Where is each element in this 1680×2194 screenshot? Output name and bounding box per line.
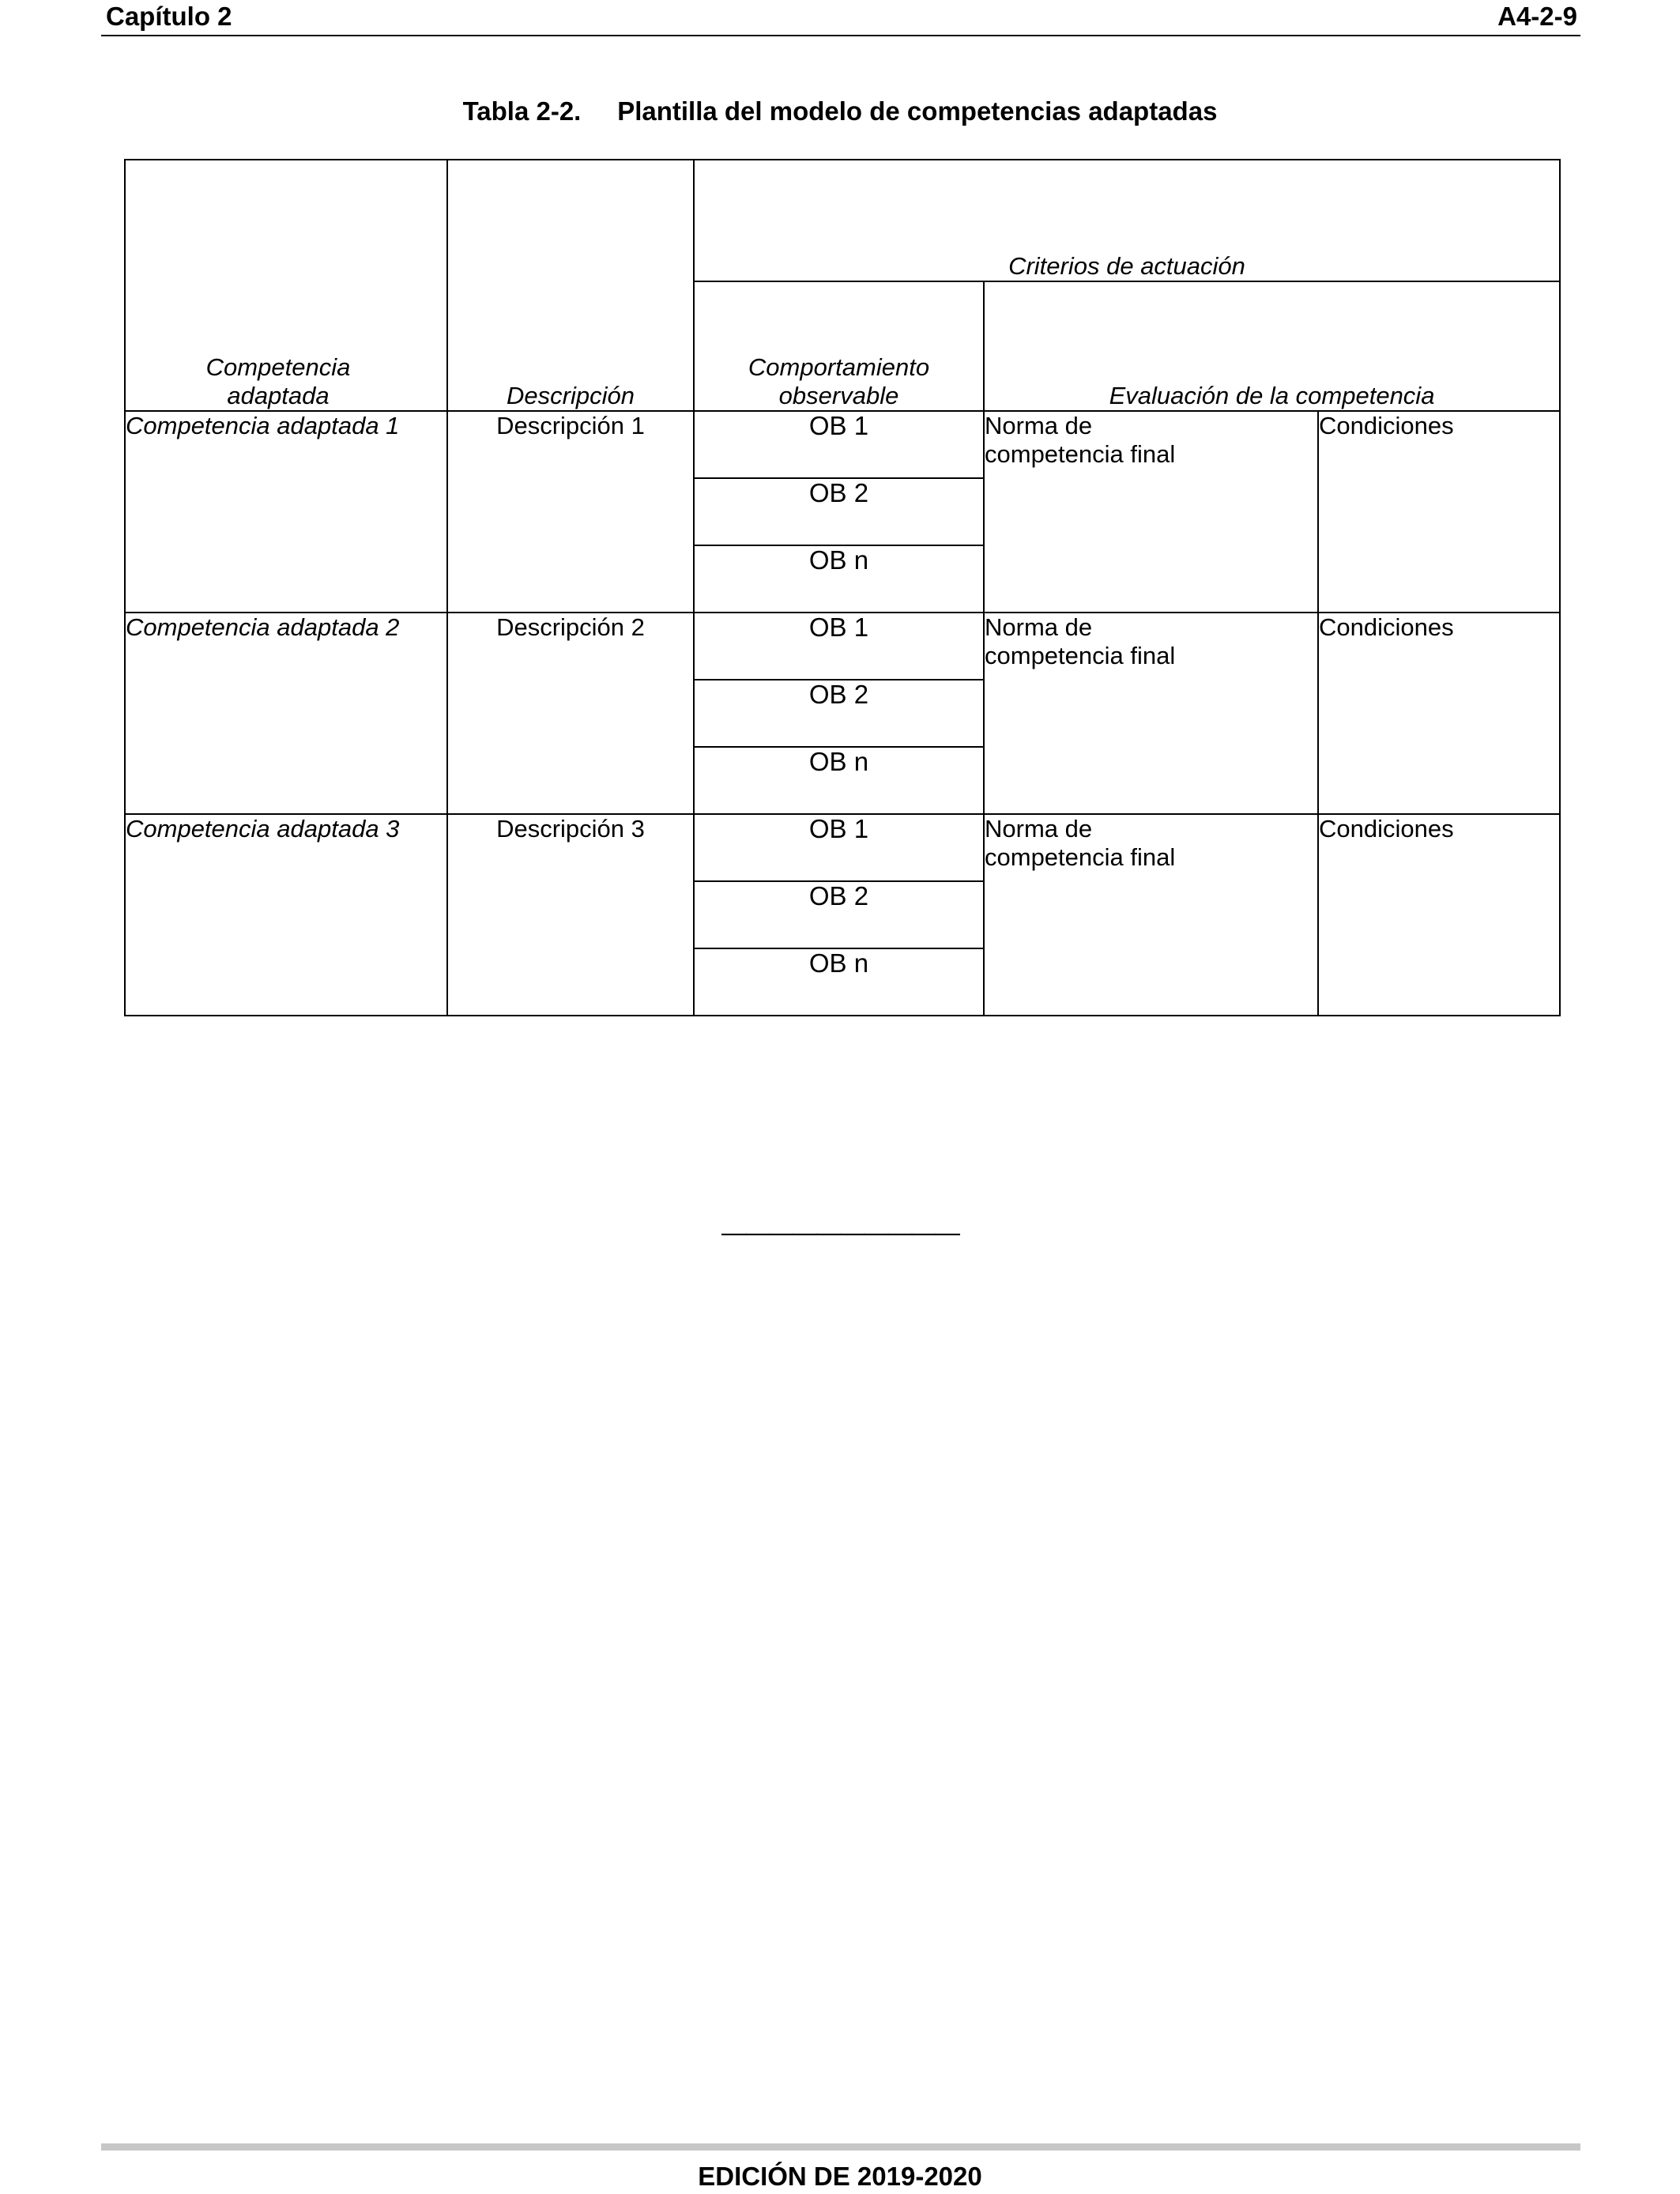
cell-condiciones: Condiciones <box>1318 411 1560 613</box>
cell-ob: OB 2 <box>694 478 984 545</box>
table-row <box>125 411 1560 478</box>
cell-ob: OB 1 <box>694 613 984 680</box>
table-row <box>125 814 1560 881</box>
header-evaluacion: Evaluación de la competencia <box>984 281 1560 411</box>
cell-norma <box>984 613 1318 814</box>
cell-ob: OB 1 <box>694 411 984 478</box>
norma-line2: competencia final <box>985 440 1176 468</box>
table-row <box>125 613 1560 680</box>
page-header-number: A4-2-9 <box>1497 2 1577 31</box>
header-row-1 <box>125 160 1560 281</box>
cell-competencia: Competencia adaptada 3 <box>125 814 447 1016</box>
table-title: Tabla 2-2. Plantilla del modelo de competencias adaptadas <box>462 96 1218 126</box>
footer-edition: EDICIÓN DE 2019-2020 <box>698 2162 982 2191</box>
cell-ob: OB 2 <box>694 881 984 948</box>
cell-ob: OB n <box>694 747 984 814</box>
header-comportamiento-line1: Comportamiento <box>748 353 930 381</box>
cell-norma <box>984 411 1318 613</box>
header-rule <box>101 35 1580 36</box>
cell-ob: OB 1 <box>694 814 984 881</box>
competency-model-table <box>124 159 1561 1016</box>
cell-ob: OB n <box>694 948 984 1016</box>
norma-line2: competencia final <box>985 642 1176 669</box>
cell-descripcion: Descripción 1 <box>447 411 694 613</box>
cell-condiciones: Condiciones <box>1318 814 1560 1016</box>
cell-ob: OB 2 <box>694 680 984 747</box>
header-competencia-line1: Competencia <box>205 353 351 381</box>
norma-line1: Norma de <box>985 815 1093 843</box>
cell-condiciones: Condiciones <box>1318 613 1560 814</box>
header-competencia <box>125 160 447 411</box>
header-comportamiento-line2: observable <box>778 382 899 409</box>
header-descripcion: Descripción <box>447 160 694 411</box>
page-header-chapter: Capítulo 2 <box>106 2 232 31</box>
cell-competencia: Competencia adaptada 2 <box>125 613 447 814</box>
cell-descripcion: Descripción 2 <box>447 613 694 814</box>
cell-ob: OB n <box>694 545 984 613</box>
footer-rule <box>101 2143 1580 2151</box>
header-competencia-line2: adaptada <box>227 382 330 409</box>
cell-norma <box>984 814 1318 1016</box>
cell-competencia: Competencia adaptada 1 <box>125 411 447 613</box>
header-criterios: Criterios de actuación <box>694 160 1560 281</box>
end-of-chapter-rule: —————————— <box>721 1218 959 1246</box>
norma-line1: Norma de <box>985 412 1093 439</box>
header-comportamiento <box>694 281 984 411</box>
cell-descripcion: Descripción 3 <box>447 814 694 1016</box>
norma-line1: Norma de <box>985 613 1093 641</box>
norma-line2: competencia final <box>985 843 1176 871</box>
